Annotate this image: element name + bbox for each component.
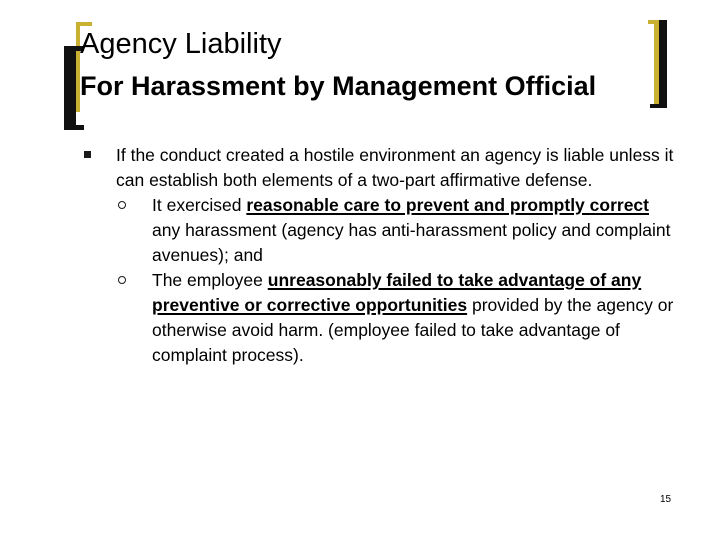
slide-title: Agency Liability bbox=[80, 28, 282, 60]
main-bullet bbox=[82, 143, 682, 368]
slide-body bbox=[82, 143, 682, 368]
right-bracket-dark-bottom bbox=[650, 104, 667, 108]
main-bullet-text: If the conduct created a hostile environment an agency is liable unless it can establish both elements of a two-part affirmative defense. bbox=[116, 145, 674, 190]
sub-bullet-2-emphasis: unreasonably failed to take advantage of any preventive or corrective opportunities bbox=[152, 270, 642, 315]
sub-bullet-1-emphasis: reasonable care to prevent and promptly correct bbox=[246, 195, 649, 215]
page-number: 15 bbox=[660, 494, 672, 505]
sub-bullet-2 bbox=[116, 268, 682, 368]
left-bracket-dark-bottom bbox=[64, 125, 84, 130]
circle-bullet-icon bbox=[118, 201, 126, 209]
left-bracket-dark-bar bbox=[64, 46, 76, 130]
circle-bullet-icon bbox=[118, 276, 126, 284]
sub-bullet-2-suffix: provided by the agency or otherwise avoid harm. (employee failed to take advantage of complaint process). bbox=[152, 295, 674, 365]
sub-bullet-1-prefix: It exercised bbox=[152, 195, 247, 215]
sub-bullet-1-suffix: any harassment (agency has anti-harassment policy and complaint avenues); and bbox=[152, 220, 671, 265]
sub-bullet-2-prefix: The employee bbox=[152, 270, 268, 290]
sub-bullet-1 bbox=[116, 193, 682, 268]
right-bracket-dark-bar bbox=[659, 20, 667, 108]
square-bullet-icon bbox=[84, 151, 91, 158]
slide-subtitle: For Harassment by Management Official bbox=[80, 71, 597, 101]
